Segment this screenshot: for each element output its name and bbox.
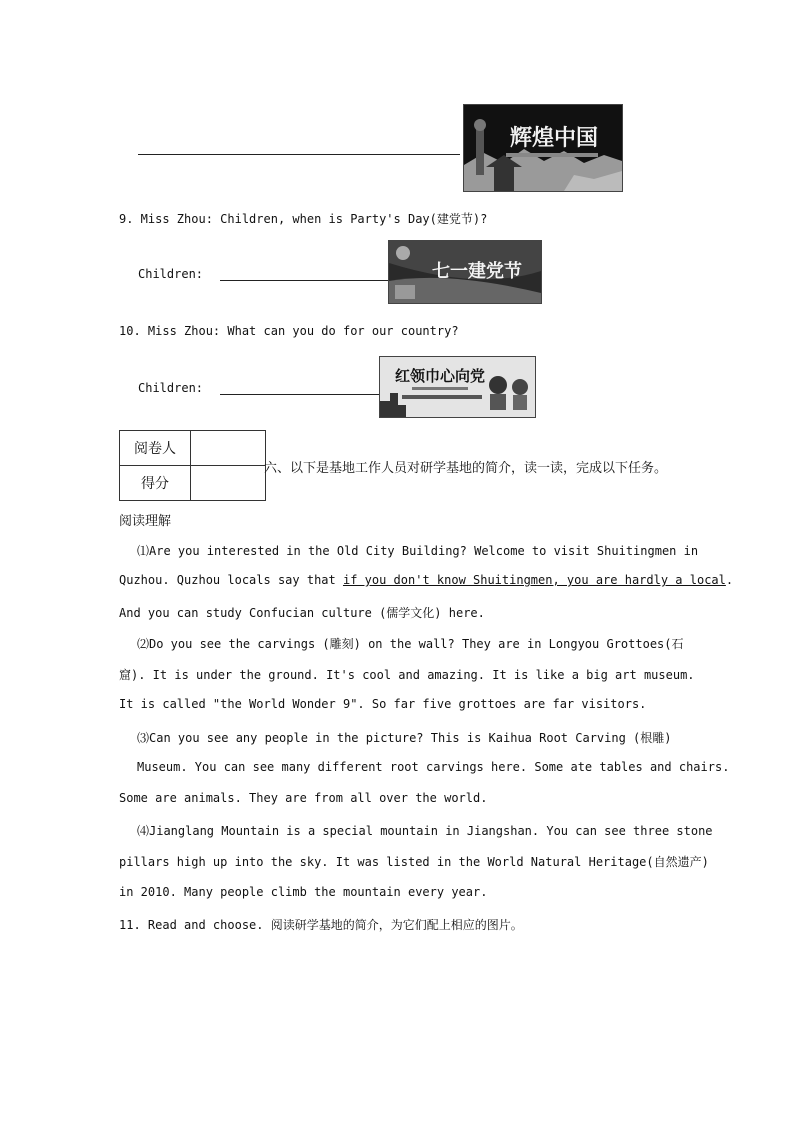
img3-title: 红领巾心向党 bbox=[394, 367, 486, 385]
img1-title: 辉煌中国 bbox=[509, 126, 599, 151]
blank-line bbox=[138, 140, 460, 155]
paragraph-3-line-3: Some are animals. They are from all over the world. bbox=[119, 791, 488, 805]
q9-answer-label: Children: bbox=[138, 267, 204, 281]
top-answer-line[interactable] bbox=[138, 140, 460, 155]
paragraph-1-line-2 bbox=[119, 573, 733, 587]
paragraph-1-line-3: And you can study Confucian culture (儒学文化) here. bbox=[119, 606, 485, 620]
p1-underlined-sentence: if you don't know Shuitingmen, you are hardly a local bbox=[342, 573, 726, 587]
paragraph-2-line-2: 窟). It is under the ground. It's cool and amazing. It is like a big art museum. bbox=[119, 668, 695, 682]
paragraph-1-line-1: ⑴Are you interested in the Old City Building? Welcome to visit Shuitingmen in bbox=[137, 544, 699, 558]
q9-answer-row bbox=[138, 266, 394, 281]
paragraph-4-line-3: in 2010. Many people climb the mountain every year. bbox=[119, 885, 488, 899]
img2-title: 七一建党节 bbox=[432, 261, 522, 282]
q9-answer-line[interactable] bbox=[220, 266, 394, 281]
question-10: 10. Miss Zhou: What can you do for our country? bbox=[119, 324, 459, 338]
p1-text-pre: Quzhou. Quzhou locals say that bbox=[119, 573, 343, 587]
paragraph-4-line-1: ⑷Jianglang Mountain is a special mountain in Jiangshan. You can see three stone bbox=[137, 824, 713, 838]
section-six-heading: 六、以下是基地工作人员对研学基地的简介，读一读，完成以下任务。 bbox=[264, 461, 668, 476]
paragraph-3-line-2: Museum. You can see many different root carvings here. Some ate tables and chairs. bbox=[137, 760, 730, 774]
reading-heading: 阅读理解 bbox=[119, 514, 172, 529]
image-party-day bbox=[388, 240, 542, 304]
paragraph-3-line-1: ⑶Can you see any people in the picture? This is Kaihua Root Carving (根雕) bbox=[137, 731, 672, 745]
image-red-scarf bbox=[379, 356, 536, 418]
score-table-score-label: 得分 bbox=[120, 466, 191, 501]
question-11: 11. Read and choose. 阅读研学基地的简介，为它们配上相应的图片。 bbox=[119, 918, 523, 932]
q10-answer-row bbox=[138, 380, 386, 395]
q10-answer-label: Children: bbox=[138, 381, 204, 395]
p1-text-post: . bbox=[725, 573, 734, 587]
paragraph-2-line-1: ⑵Do you see the carvings (雕刻) on the wall? They are in Longyou Grottoes(石 bbox=[137, 637, 684, 651]
question-9: 9. Miss Zhou: Children, when is Party's Day(建党节)? bbox=[119, 212, 488, 226]
paragraph-4-line-2: pillars high up into the sky. It was listed in the World Natural Heritage(自然遗产) bbox=[119, 855, 709, 869]
score-table bbox=[119, 430, 266, 501]
paragraph-2-line-3: It is called "the World Wonder 9". So far five grottoes are far visitors. bbox=[119, 697, 647, 711]
score-table-score-cell[interactable] bbox=[191, 466, 266, 501]
score-table-grader-label: 阅卷人 bbox=[120, 431, 191, 466]
image-glorious-china bbox=[463, 104, 623, 192]
score-table-grader-cell[interactable] bbox=[191, 431, 266, 466]
q10-answer-line[interactable] bbox=[220, 380, 386, 395]
